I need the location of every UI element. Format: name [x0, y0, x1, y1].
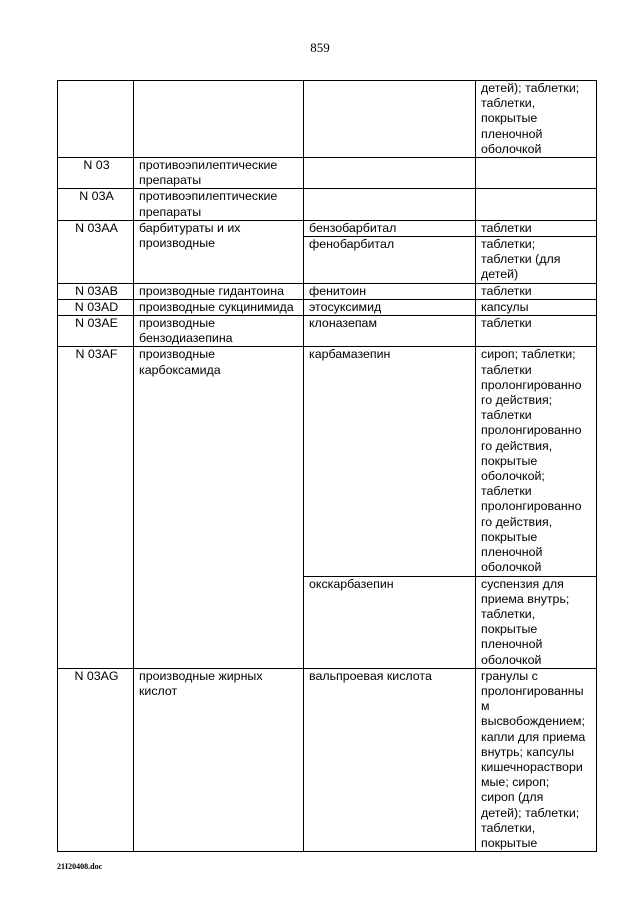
group-name-cell: [134, 81, 304, 158]
table-row: [58, 220, 597, 236]
dosage-form-line: го действия;: [481, 393, 553, 408]
dosage-form-line: пролонгированно: [481, 377, 582, 392]
drug-name-cell: бензобарбитал: [304, 220, 476, 236]
dosage-form-cell: таблетки: [476, 283, 597, 299]
atc-code-cell: N 03AE: [58, 316, 134, 347]
dosage-form-line: сироп; таблетки;: [481, 347, 576, 362]
drug-name-cell: [304, 189, 476, 220]
dosage-form-line: м: [481, 699, 490, 714]
group-name-line: карбоксамида: [139, 362, 221, 377]
atc-code-cell: N 03AD: [58, 299, 134, 315]
dosage-form-line: оболочкой: [481, 560, 542, 575]
dosage-form-line: пленочной: [481, 637, 543, 652]
dosage-form-cell: [476, 81, 597, 158]
atc-code-cell: N 03: [58, 158, 134, 189]
group-name-cell: [134, 347, 304, 668]
dosage-form-line: детей); таблетки;: [481, 81, 580, 95]
drug-name-cell: клоназепам: [304, 316, 476, 347]
dosage-form-line: оболочкой: [481, 141, 542, 156]
group-name-cell: [134, 158, 304, 189]
drug-name-cell: [304, 158, 476, 189]
group-name-cell: производные сукцинимида: [134, 299, 304, 315]
drug-name-cell: этосуксимид: [304, 299, 476, 315]
page-number: 859: [310, 40, 330, 55]
drug-name-cell: фенобарбитал: [304, 237, 476, 284]
dosage-form-line: оболочкой: [481, 652, 542, 667]
dosage-form-line: таблетки: [481, 408, 532, 423]
dosage-form-cell: [476, 576, 597, 668]
table-row: [58, 299, 597, 315]
dosage-form-line: мые; сироп;: [481, 775, 550, 790]
atc-code-cell: N 03AB: [58, 283, 134, 299]
group-name-line: барбитураты и их: [139, 220, 241, 235]
dosage-form-line: таблетки (для: [481, 252, 561, 267]
group-name-cell: [134, 189, 304, 220]
dosage-form-line: таблетки: [481, 362, 532, 377]
group-name-cell: [134, 220, 304, 283]
group-name-line: производные: [139, 236, 216, 251]
dosage-form-cell: капсулы: [476, 299, 597, 315]
dosage-form-line: внутрь; капсулы: [481, 744, 575, 759]
dosage-form-cell: [476, 158, 597, 189]
table-row: [58, 81, 597, 158]
dosage-form-line: таблетки: [481, 484, 532, 499]
table-row: [58, 347, 597, 576]
dosage-form-line: покрытые: [481, 453, 538, 468]
drug-name-cell: окскарбазепин: [304, 576, 476, 668]
group-name-line: производные жирных: [139, 668, 263, 683]
group-name-cell: [134, 668, 304, 851]
dosage-form-line: пролонгированно: [481, 423, 582, 438]
drug-name-cell: карбамазепин: [304, 347, 476, 576]
dosage-form-line: го действия,: [481, 438, 553, 453]
dosage-form-line: го действия,: [481, 514, 553, 529]
dosage-form-line: покрытые: [481, 622, 538, 637]
group-name-line: кислот: [139, 683, 178, 698]
dosage-form-cell: таблетки: [476, 316, 597, 347]
group-name-line: противоэпилептические: [139, 158, 278, 173]
dosage-form-line: таблетки,: [481, 96, 536, 111]
dosage-form-line: оболочкой;: [481, 469, 545, 484]
atc-code-cell: N 03A: [58, 189, 134, 220]
atc-code-cell: N 03AG: [58, 668, 134, 851]
dosage-form-line: таблетки,: [481, 606, 536, 621]
dosage-form-cell: [476, 668, 597, 851]
table-row: [58, 283, 597, 299]
dosage-form-line: капли для приема: [481, 729, 586, 744]
drug-classification-table: [57, 80, 597, 852]
dosage-form-line: суспензия для: [481, 576, 564, 591]
dosage-form-line: сироп (для: [481, 790, 544, 805]
dosage-form-line: высвобождением;: [481, 714, 585, 729]
dosage-form-line: гранулы с: [481, 668, 538, 683]
dosage-form-line: таблетки;: [481, 237, 536, 252]
table-row: [58, 316, 597, 347]
dosage-form-line: таблетки,: [481, 820, 536, 835]
dosage-form-line: пролонгированно: [481, 499, 582, 514]
dosage-form-cell: таблетки: [476, 220, 597, 236]
dosage-form-line: пленочной: [481, 126, 543, 141]
dosage-form-line: покрытые: [481, 529, 538, 544]
table-row: [58, 158, 597, 189]
group-name-line: бензодиазепина: [139, 331, 233, 346]
group-name-line: противоэпилептические: [139, 189, 278, 204]
dosage-form-line: пленочной: [481, 545, 543, 560]
dosage-form-line: кишечнораствори: [481, 759, 583, 774]
dosage-form-line: детей); таблетки;: [481, 805, 580, 820]
drug-name-cell: [304, 81, 476, 158]
group-name-cell: [134, 316, 304, 347]
dosage-form-line: покрытые: [481, 111, 538, 126]
dosage-form-cell: [476, 189, 597, 220]
group-name-cell: производные гидантоина: [134, 283, 304, 299]
atc-code-cell: N 03AA: [58, 220, 134, 283]
atc-code-cell: N 03AF: [58, 347, 134, 668]
dosage-form-line: пролонгированны: [481, 683, 584, 698]
dosage-form-line: покрытые: [481, 835, 538, 850]
group-name-line: препараты: [139, 204, 202, 219]
group-name-line: препараты: [139, 173, 202, 188]
group-name-line: производные: [139, 316, 216, 331]
table-row: [58, 668, 597, 851]
dosage-form-cell: [476, 237, 597, 284]
group-name-line: производные: [139, 347, 216, 362]
document-filename: 21I20408.doc: [57, 862, 103, 871]
dosage-form-line: приема внутрь;: [481, 591, 570, 606]
drug-name-cell: вальпроевая кислота: [304, 668, 476, 851]
table-row: [58, 189, 597, 220]
drug-name-cell: фенитоин: [304, 283, 476, 299]
dosage-form-cell: [476, 347, 597, 576]
dosage-form-line: детей): [481, 267, 519, 282]
atc-code-cell: [58, 81, 134, 158]
